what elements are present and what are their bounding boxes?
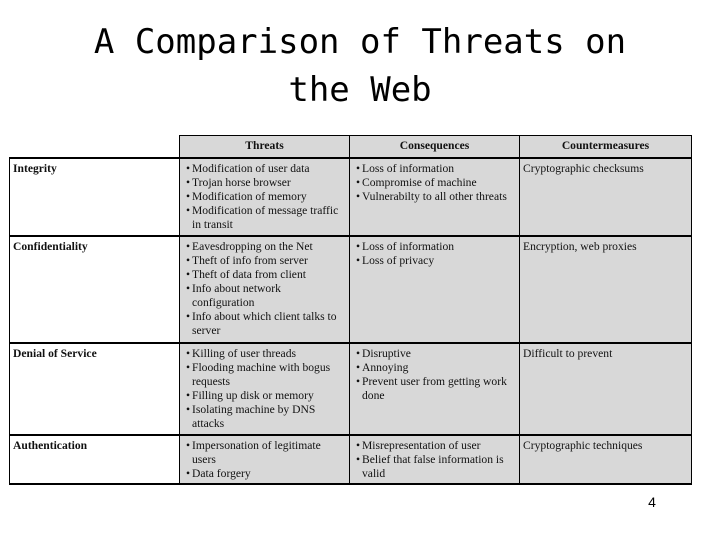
table-row <box>10 435 692 484</box>
list-item: • Flooding machine with bogus requests <box>183 361 346 389</box>
list-item: • Filling up disk or memory <box>183 389 346 403</box>
table-body <box>10 158 692 484</box>
row-label: Confidentiality <box>10 236 180 343</box>
column-header-threats: Threats <box>180 136 350 159</box>
consequences-list <box>353 439 516 481</box>
consequences-list <box>353 162 516 204</box>
list-item: • Annoying <box>353 361 516 375</box>
page-number: 4 <box>648 494 656 510</box>
slide-title <box>0 18 720 114</box>
threats-list <box>183 162 346 232</box>
list-item: • Disruptive <box>353 347 516 361</box>
table-row <box>10 158 692 236</box>
table-row <box>10 236 692 343</box>
list-item: • Isolating machine by DNS attacks <box>183 403 346 431</box>
column-header-consequences: Consequences <box>350 136 520 159</box>
list-item: • Trojan horse browser <box>183 176 346 190</box>
row-label: Integrity <box>10 158 180 236</box>
threats-cell <box>180 435 350 484</box>
table-row <box>10 343 692 435</box>
threats-list <box>183 240 346 338</box>
list-item: • Compromise of machine <box>353 176 516 190</box>
threats-cell <box>180 158 350 236</box>
consequences-cell <box>350 236 520 343</box>
list-item: • Loss of information <box>353 162 516 176</box>
threats-list <box>183 347 346 431</box>
list-item: • Misrepresentation of user <box>353 439 516 453</box>
countermeasures-cell: Cryptographic techniques <box>520 435 692 484</box>
slide-title-line-2: the Web <box>288 70 432 110</box>
list-item: • Vulnerabilty to all other threats <box>353 190 516 204</box>
table-header-row <box>10 136 692 159</box>
list-item: • Impersonation of legitimate users <box>183 439 346 467</box>
list-item: • Data forgery <box>183 467 346 481</box>
list-item: • Modification of message traffic in transit <box>183 204 346 232</box>
list-item: • Info about network configuration <box>183 282 346 310</box>
list-item: • Modification of user data <box>183 162 346 176</box>
threats-cell <box>180 343 350 435</box>
threats-cell <box>180 236 350 343</box>
list-item: • Eavesdropping on the Net <box>183 240 346 254</box>
consequences-cell <box>350 343 520 435</box>
list-item: • Loss of privacy <box>353 254 516 268</box>
list-item: • Loss of information <box>353 240 516 254</box>
consequences-list <box>353 347 516 403</box>
list-item: • Info about which client talks to server <box>183 310 346 338</box>
slide-title-line-1: A Comparison of Threats on <box>93 22 627 62</box>
consequences-list <box>353 240 516 268</box>
column-header-countermeasures: Countermeasures <box>520 136 692 159</box>
list-item: • Theft of data from client <box>183 268 346 282</box>
row-label: Authentication <box>10 435 180 484</box>
row-label: Denial of Service <box>10 343 180 435</box>
table-corner <box>10 136 180 159</box>
list-item: • Theft of info from server <box>183 254 346 268</box>
countermeasures-cell: Difficult to prevent <box>520 343 692 435</box>
consequences-cell <box>350 158 520 236</box>
list-item: • Modification of memory <box>183 190 346 204</box>
countermeasures-cell: Encryption, web proxies <box>520 236 692 343</box>
threats-list <box>183 439 346 481</box>
countermeasures-cell: Cryptographic checksums <box>520 158 692 236</box>
list-item: • Belief that false information is valid <box>353 453 516 481</box>
list-item: • Prevent user from getting work done <box>353 375 516 403</box>
threat-comparison-table <box>9 135 692 485</box>
consequences-cell <box>350 435 520 484</box>
list-item: • Killing of user threads <box>183 347 346 361</box>
